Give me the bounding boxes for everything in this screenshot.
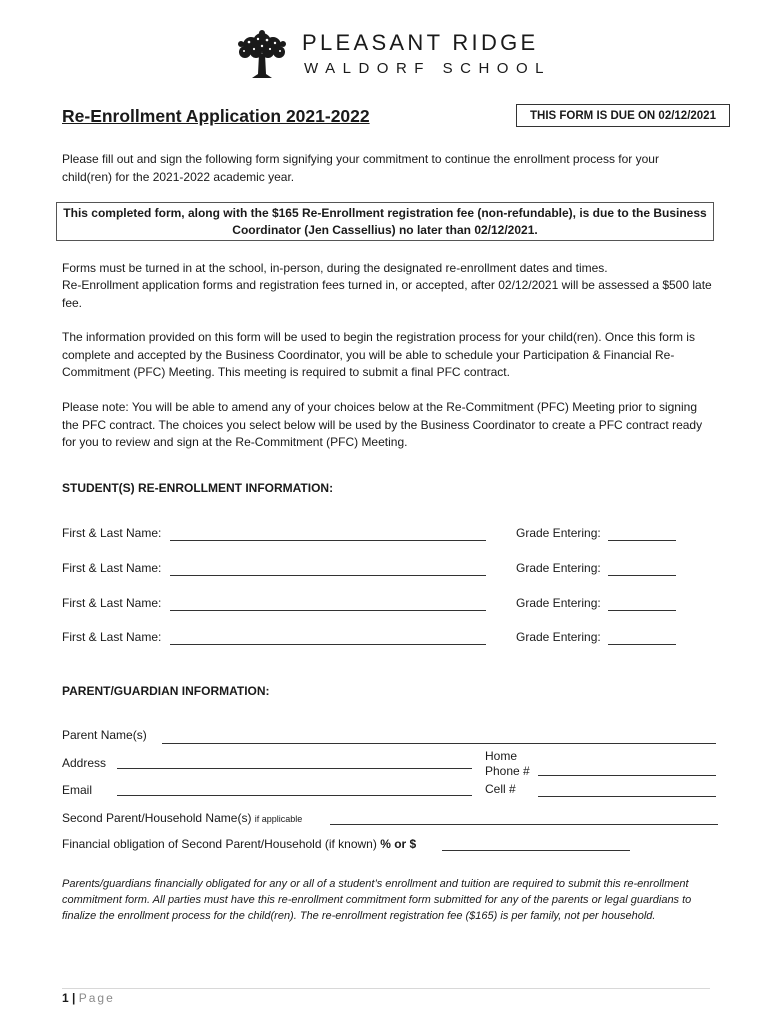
grade-field[interactable]	[608, 610, 676, 611]
address-label: Address	[62, 756, 107, 770]
second-parent-label-text: Second Parent/Household Name(s)	[62, 811, 252, 825]
email-field[interactable]	[117, 795, 472, 796]
parents-heading: PARENT/GUARDIAN INFORMATION:	[62, 684, 270, 698]
page-word: Page	[78, 991, 115, 1005]
student-name-field[interactable]	[170, 575, 486, 576]
grade-field[interactable]	[608, 644, 676, 645]
grade-label: Grade Entering:	[516, 526, 601, 540]
in-person-paragraph: Forms must be turned in at the school, in-person, during the designated re-enrollment dates and times.	[62, 261, 608, 275]
student-name-field[interactable]	[170, 644, 486, 645]
page-number: 1	[62, 991, 69, 1005]
intro-paragraph: Please fill out and sign the following form signifying your commitment to continue the enrollment process for your child(ren) for the 2021-2022 academic year.	[62, 152, 659, 184]
percent-or-dollar: % or $	[380, 837, 417, 851]
late-fee-paragraph: Re-Enrollment application forms and registration fees turned in, or accepted, after 02/12/2021 will be assessed a $500 late fee.	[62, 278, 712, 310]
grade-label: Grade Entering:	[516, 630, 601, 644]
student-name-label: First & Last Name:	[62, 526, 162, 540]
students-heading: STUDENT(S) RE-ENROLLMENT INFORMATION:	[62, 481, 334, 495]
financial-obligation-text: Financial obligation of Second Parent/Household (if known)	[62, 837, 377, 851]
home-label: Home	[485, 749, 518, 763]
form-title: Re-Enrollment Application 2021-2022	[62, 106, 370, 126]
due-date-box: THIS FORM IS DUE ON 02/12/2021	[516, 104, 730, 127]
page-separator: |	[72, 991, 76, 1005]
student-name-label: First & Last Name:	[62, 596, 162, 610]
second-parent-label	[62, 811, 302, 825]
cell-label: Cell #	[485, 782, 516, 796]
grade-field[interactable]	[608, 540, 676, 541]
student-name-label: First & Last Name:	[62, 561, 162, 575]
email-label: Email	[62, 783, 93, 797]
financial-obligation-field[interactable]	[442, 850, 630, 851]
fee-notice-box: This completed form, along with the $165 Re-Enrollment registration fee (non-refundable), is due to the Business Coordinator (Jen Cassellius) no later than 02/12/2021.	[56, 202, 714, 241]
grade-field[interactable]	[608, 575, 676, 576]
footer-divider	[62, 988, 710, 989]
tree-logo-icon	[236, 30, 288, 80]
student-name-field[interactable]	[170, 610, 486, 611]
address-field[interactable]	[117, 768, 472, 769]
grade-label: Grade Entering:	[516, 561, 601, 575]
grade-label: Grade Entering:	[516, 596, 601, 610]
student-name-field[interactable]	[170, 540, 486, 541]
if-applicable-note: if applicable	[254, 814, 303, 824]
student-name-label: First & Last Name:	[62, 630, 162, 644]
home-phone-field[interactable]	[538, 775, 716, 776]
cell-phone-field[interactable]	[538, 796, 716, 797]
school-name: PLEASANT RIDGE	[302, 30, 539, 55]
info-paragraph: The information provided on this form will be used to begin the registration process for your child(ren). Once this form is complete and accepted by the Business Coordinator, you will be able to schedule your Participation & Financial Re-Commitment (PFC) Meeting. This meeting is required to submit a final PFC contract.	[62, 330, 695, 379]
parent-names-field[interactable]	[162, 743, 716, 744]
financial-obligation-label	[62, 837, 416, 851]
school-subname: WALDORF SCHOOL	[304, 60, 551, 77]
second-parent-field[interactable]	[330, 824, 718, 825]
phone-label: Phone #	[485, 764, 530, 778]
parent-names-label: Parent Name(s)	[62, 728, 147, 742]
footnote: Parents/guardians financially obligated for any or all of a student’s enrollment and tuition are required to submit this re-enrollment commitment form. All parties must have this re-enrollment commitment form submitted for any of the parents or legal guardians to finalize the enrollment process for the child(ren). The re-enrollment registration fee ($165) is per family, not per household.	[62, 878, 692, 922]
page-footer	[62, 991, 115, 1005]
note-paragraph: Please note: You will be able to amend any of your choices below at the Re-Commitment (PFC) Meeting prior to signing the PFC contract. The choices you select below will be used by the Business Coordinator to create a PFC contract ready for you to review and sign at the Re-Commitment (PFC) Meeting.	[62, 400, 703, 449]
